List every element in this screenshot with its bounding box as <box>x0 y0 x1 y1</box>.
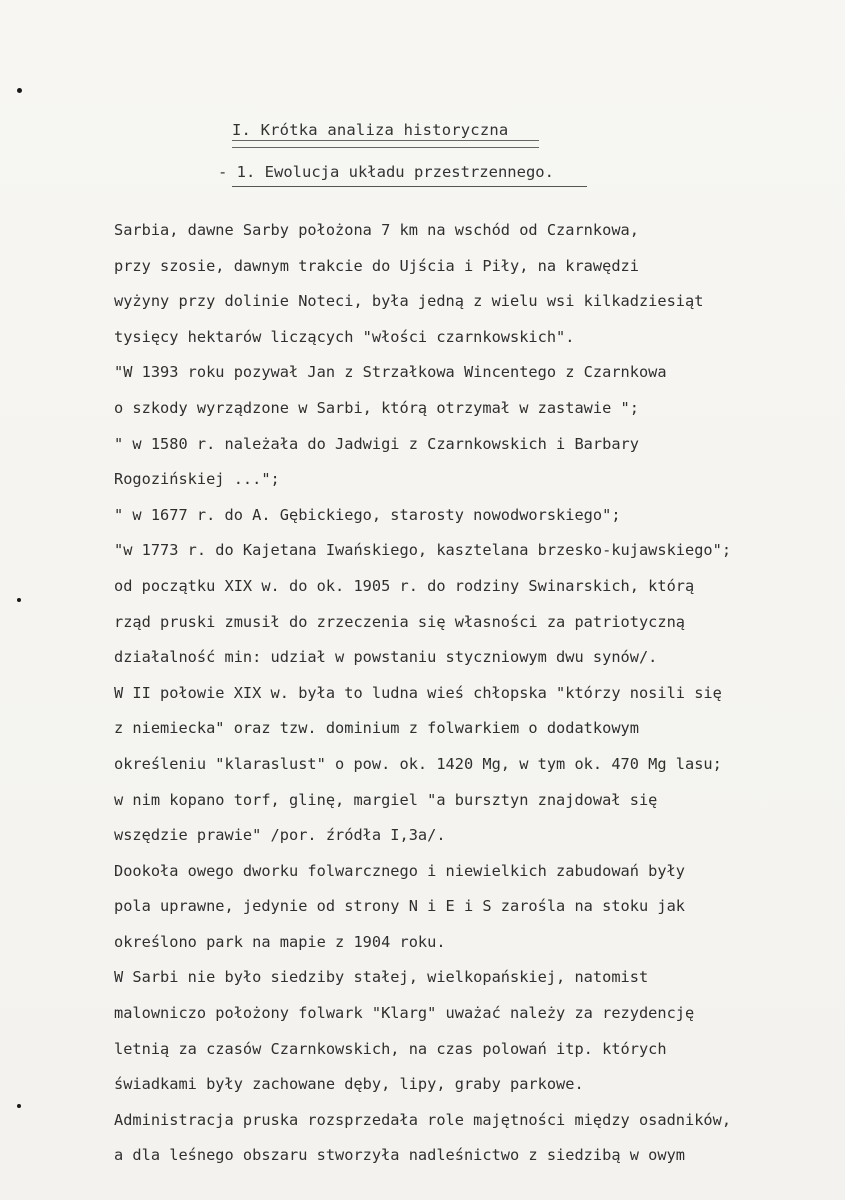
text-line: " w 1677 r. do A. Gębickiego, starosty nowodworskiego"; <box>114 505 621 524</box>
document-title: I. Krótka analiza historyczna <box>232 121 509 139</box>
binding-hole-mark <box>17 598 21 602</box>
text-line: wyżyny przy dolinie Noteci, była jedną z wielu wsi kilkadziesiąt <box>114 292 704 311</box>
text-line: W II połowie XIX w. była to ludna wieś chłopska "którzy nosili się <box>114 683 722 702</box>
text-line: w nim kopano torf, glinę, margiel "a bursztyn znajdował się <box>114 790 658 809</box>
text-line: " w 1580 r. należała do Jadwigi z Czarnkowskich i Barbary <box>114 434 639 453</box>
text-line: Rogozińskiej ..."; <box>114 470 280 489</box>
text-line: wszędzie prawie" /por. źródła I,3a/. <box>114 826 446 845</box>
text-line: świadkami były zachowane dęby, lipy, graby parkowe. <box>114 1075 584 1094</box>
text-line: malowniczo położony folwark "Klarg" uważać należy za rezydencję <box>114 1004 695 1023</box>
section-heading-underline <box>232 186 587 187</box>
text-line: Administracja pruska rozsprzedała role majętności między osadników, <box>114 1110 732 1129</box>
text-line: określono park na mapie z 1904 roku. <box>114 932 446 951</box>
section-heading: - 1. Ewolucja układu przestrzennego. <box>218 163 554 181</box>
text-line: z niemiecka" oraz tzw. dominium z folwarkiem o dodatkowym <box>114 719 639 738</box>
text-line: Sarbia, dawne Sarby położona 7 km na wschód od Czarnkowa, <box>114 221 639 239</box>
text-line: pola uprawne, jedynie od strony N i E i S zarośla na stoku jak <box>114 897 685 916</box>
text-line: o szkody wyrządzone w Sarbi, którą otrzymał w zastawie "; <box>114 398 639 417</box>
text-line: "w 1773 r. do Kajetana Iwańskiego, kasztelana brzesko-kujawskiego"; <box>114 541 732 560</box>
binding-hole-mark <box>17 88 22 93</box>
text-line: "W 1393 roku pozywał Jan z Strzałkowa Wincentego z Czarnkowa <box>114 363 667 382</box>
text-line: a dla leśnego obszaru stworzyła nadleśnictwo z siedzibą w owym <box>114 1146 685 1165</box>
text-line: rząd pruski zmusił do zrzeczenia się własności za patriotyczną <box>114 612 685 631</box>
binding-hole-mark <box>17 1104 21 1108</box>
text-line: działalność min: udział w powstaniu styczniowym dwu synów/. <box>114 648 658 667</box>
title-double-underline <box>232 140 539 148</box>
text-line: określeniu "klaraslust" o pow. ok. 1420 Mg, w tym ok. 470 Mg lasu; <box>114 754 722 773</box>
text-line: W Sarbi nie było siedziby stałej, wielkopańskiej, natomist <box>114 968 649 987</box>
text-line: Dookoła owego dworku folwarcznego i niewielkich zabudowań były <box>114 861 685 880</box>
body-text <box>114 213 834 1174</box>
text-line: tysięcy hektarów liczących "włości czarnkowskich". <box>114 327 575 346</box>
text-line: od początku XIX w. do ok. 1905 r. do rodziny Swinarskich, którą <box>114 576 695 595</box>
text-line: przy szosie, dawnym trakcie do Ujścia i Piły, na krawędzi <box>114 256 639 275</box>
text-line: letnią za czasów Czarnkowskich, na czas polowań itp. których <box>114 1039 667 1058</box>
